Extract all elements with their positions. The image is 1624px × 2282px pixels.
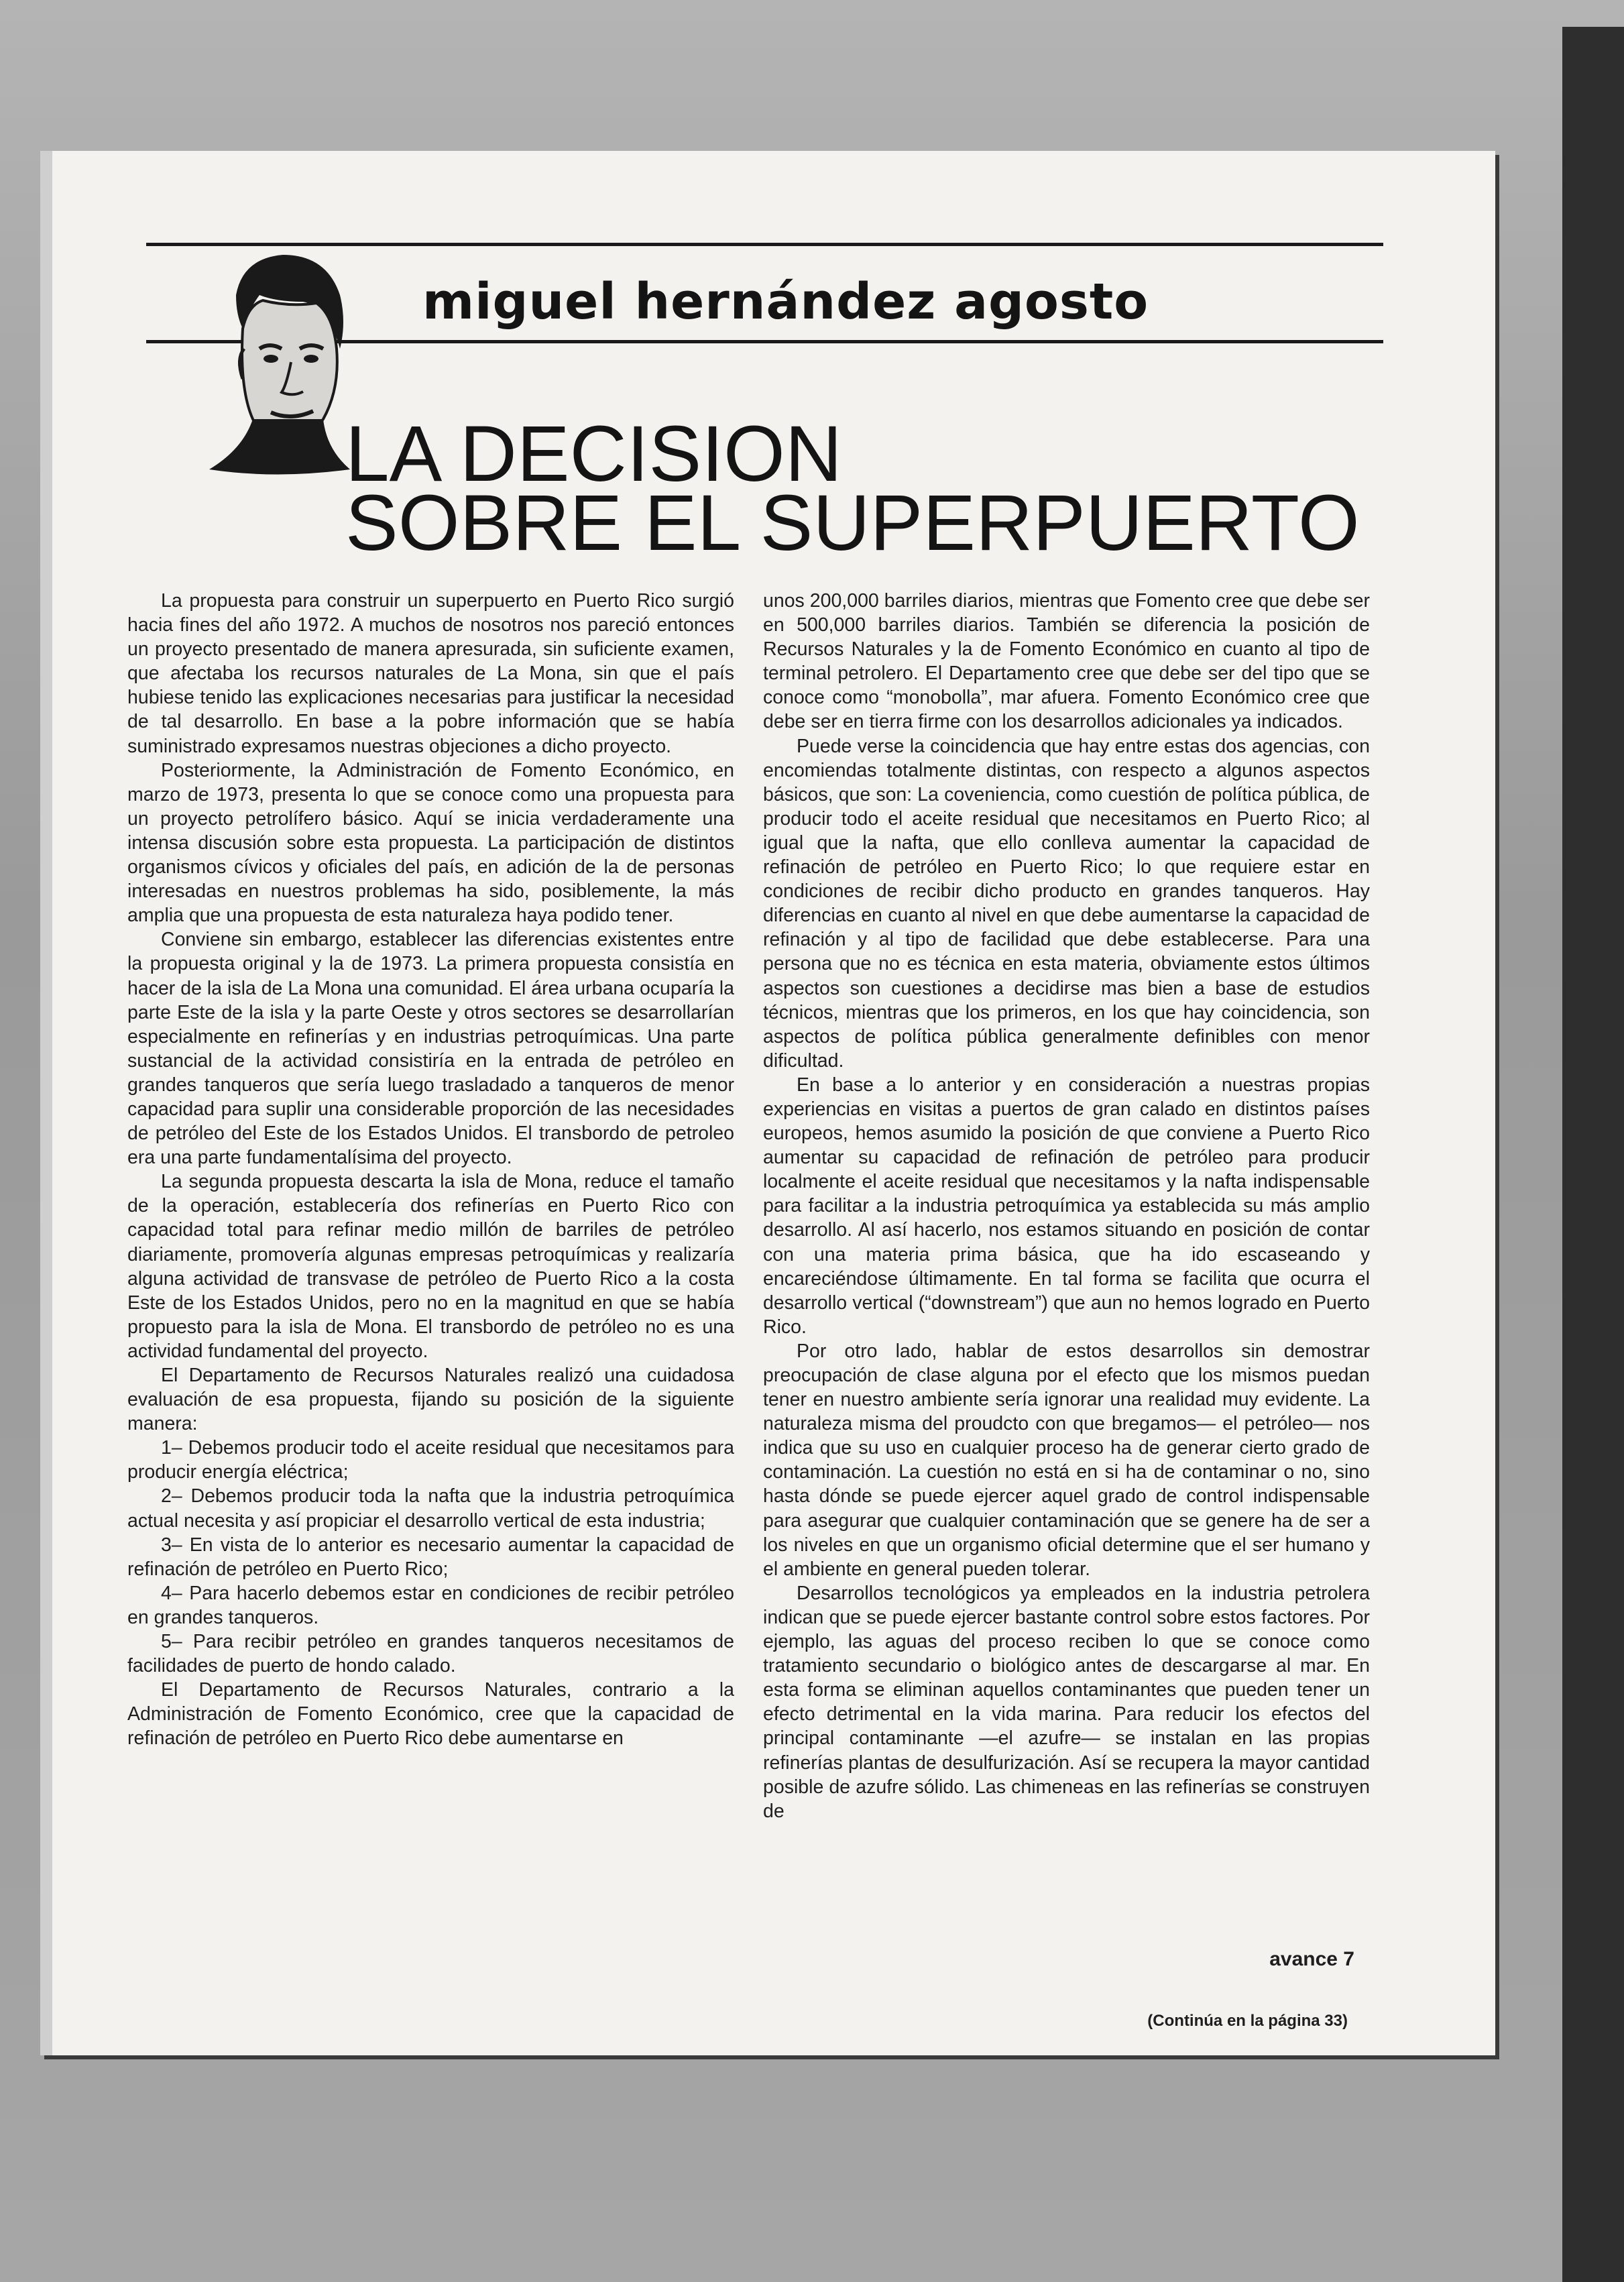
article-title-line1: LA DECISION <box>345 410 843 498</box>
paragraph: Posteriormente, la Administración de Fomento Económico, en marzo de 1973, presenta lo que se conoce como una propuesta para un proyecto petrolífero básico. Aquí se inicia verdaderamente una intensa discusión sobre esta propuesta. La participación de distintos organismos cívicos y oficiales del país, en adición de la de personas interesadas en nuestros problemas ha sido, posiblemente, la más amplia que una propuesta de esta naturaleza haya podido tener. <box>127 759 734 927</box>
paragraph: La propuesta para construir un superpuerto en Puerto Rico surgió hacia fines del año 1972. A muchos de nosotros nos pareció entonces un proyecto presentado de manera apresurada, sin suficiente examen, que afectaba los recursos naturales de La Mona, sin que el país hubiese tenido las explicaciones necesarias para justificar la necesidad de tal desarrollo. En base a la pobre información que se había suministrado expresamos nuestras objeciones a dicho proyecto. <box>127 590 734 757</box>
list-item: 5– Para recibir petróleo en grandes tanqueros necesitamos de facilidades de puerto de hondo calado. <box>127 1631 734 1677</box>
list-item: 4– Para hacerlo debemos estar en condiciones de recibir petróleo en grandes tanqueros. <box>127 1582 734 1628</box>
paragraph: En base a lo anterior y en consideración a nuestras propias experiencias en visitas a puertos de gran calado en distintos países europeos, hemos asumido la posición de que conviene a Puerto Rico aumentar su capacidad de refinación de petróleo para producir localmente el aceite residual que necesitamos y la nafta indispensable para facilitar a la industria petroquímica ya establecida su más amplio desarrollo. Al así hacerlo, nos estamos situando en posición de contar con una materia prima básica, que ha ido escaseando y encareciéndose últimamente. En tal forma se facilita que ocurra el desarrollo vertical (“downstream”) que aun no hemos logrado en Puerto Rico. <box>763 1074 1370 1338</box>
paragraph: Desarrollos tecnológicos ya empleados en la industria petrolera indican que se puede ejercer bastante control sobre estos factores. Por ejemplo, las aguas del proceso reciben lo que se conoce como tratamiento secundario o biológico antes de descargarse al mar. En esta forma se eliminan aquellos contaminantes que pueden tener un efecto detrimental en la vida marina. Para reducir los efectos del principal contaminante —el azufre— se instalan en las propias refinerías plantas de desulfurización. Así se recupera la mayor cantidad posible de azufre sólido. Las chimeneas en las refinerías se construyen de <box>763 1582 1370 1822</box>
list-item: 1– Debemos producir todo el aceite residual que necesitamos para producir energía eléctrica; <box>127 1437 734 1483</box>
author-portrait-sketch <box>196 248 355 483</box>
background-shadow-strip <box>1562 27 1624 2282</box>
paragraph: unos 200,000 barriles diarios, mientras que Fomento cree que debe ser en 500,000 barriles diarios. También se diferencia la posición de Recursos Naturales y la de Fomento Económico en cuanto al tipo de terminal petrolero. El Departamento cree que debe ser del tipo que se conoce como “monobolla”, mar afuera. Fomento Económico cree que debe ser en tierra firme con los desarrollos adicionales ya indicados. <box>763 590 1370 733</box>
author-name: miguel hernández agosto <box>422 273 1149 331</box>
continuation-note: (Continúa en la página 33) <box>1147 2012 1348 2030</box>
paragraph: Puede verse la coincidencia que hay entre estas dos agencias, con encomiendas totalmente distintas, con respecto a algunos aspectos básicos, que son: La coveniencia, como cuestión de política pública, de producir todo el aceite residual que necesitamos en Puerto Rico; al igual que la nafta, que ello conlleva aumentar la capacidad de refinación de petróleo en Puerto Rico; lo que requiere estar en condiciones de recibir dicho producto en grandes tanqueros. Hay diferencias en cuanto al nivel en que debe aumentarse la capacidad de refinación y al tipo de facilidad que debe establecerse. Para una persona que no es técnica en esta materia, obviamente estos últimos aspectos son cuestiones a decidirse mas bien a base de estudios técnicos, mientras que los primeros, en los que hay coincidencia, son aspectos de política pública generalmente definibles con menor dificultad. <box>763 735 1370 1072</box>
paragraph: El Departamento de Recursos Naturales, contrario a la Administración de Fomento Económico, cree que la capacidad de refinación de petróleo en Puerto Rico debe aumentarse en <box>127 1679 734 1750</box>
paragraph: Por otro lado, hablar de estos desarrollos sin demostrar preocupación de clase alguna por el efecto que los mismos puedan tener en nuestro ambiente sería ignorar una realidad muy evidente. La naturaleza misma del proudcto con que bregamos— el petróleo— nos indica que su uso en cualquier proceso ha de generar cierto grado de contaminación. La cuestión no está en si ha de contaminar o no, sino hasta dónde se puede ejercer aquel grado de control indispensable para asegurar que cualquier contaminación que se genere ha de ser a los niveles en que un organismo oficial determine que el ser humano y el ambiente en general pueden tolerar. <box>763 1340 1370 1580</box>
column-left <box>127 589 734 1751</box>
column-right <box>763 589 1370 1823</box>
header-rule-top <box>146 243 1383 246</box>
list-item: 3– En vista de lo anterior es necesario aumentar la capacidad de refinación de petróleo en Puerto Rico; <box>127 1534 734 1580</box>
paragraph: La segunda propuesta descarta la isla de Mona, reduce el tamaño de la operación, establecería dos refinerías en Puerto Rico con capacidad total para refinar medio millón de barriles de petróleo diariamente, promovería algunas empresas petroquímicas y realizaría alguna actividad de transvase de petróleo de Puerto Rico a la costa Este de los Estados Unidos, pero no en la magnitud en que se había propuesto para la isla de Mona. El transbordo de petróleo no es una actividad fundamental del proyecto. <box>127 1171 734 1362</box>
page-folio: avance 7 <box>1269 1948 1354 1970</box>
paragraph: Conviene sin embargo, establecer las diferencias existentes entre la propuesta original y la de 1973. La primera propuesta consistía en hacer de la isla de La Mona una comunidad. El área urbana ocuparía la parte Este de la isla y la parte Oeste y otros sectores se desarrollarían especialmente en refinerías y en industrias petroquímicas. Una parte sustancial de la actividad consistiría en la entrada de petróleo en grandes tanqueros que sería luego trasladado a tanqueros de menor capacidad para suplir una considerable proporción de las necesidades de petróleo del Este de los Estados Unidos. El transbordo de petroleo era una parte fundamentalísima del proyecto. <box>127 929 734 1169</box>
paragraph: El Departamento de Recursos Naturales realizó una cuidadosa evaluación de esa propuesta, fijando su posición de la siguiente manera: <box>127 1365 734 1435</box>
list-item: 2– Debemos producir toda la nafta que la industria petroquímica actual necesita y así propiciar el desarrollo vertical de esta industria; <box>127 1485 734 1532</box>
page-edge <box>40 151 52 2055</box>
article-title-line2: SOBRE EL SUPERPUERTO <box>345 479 1360 567</box>
